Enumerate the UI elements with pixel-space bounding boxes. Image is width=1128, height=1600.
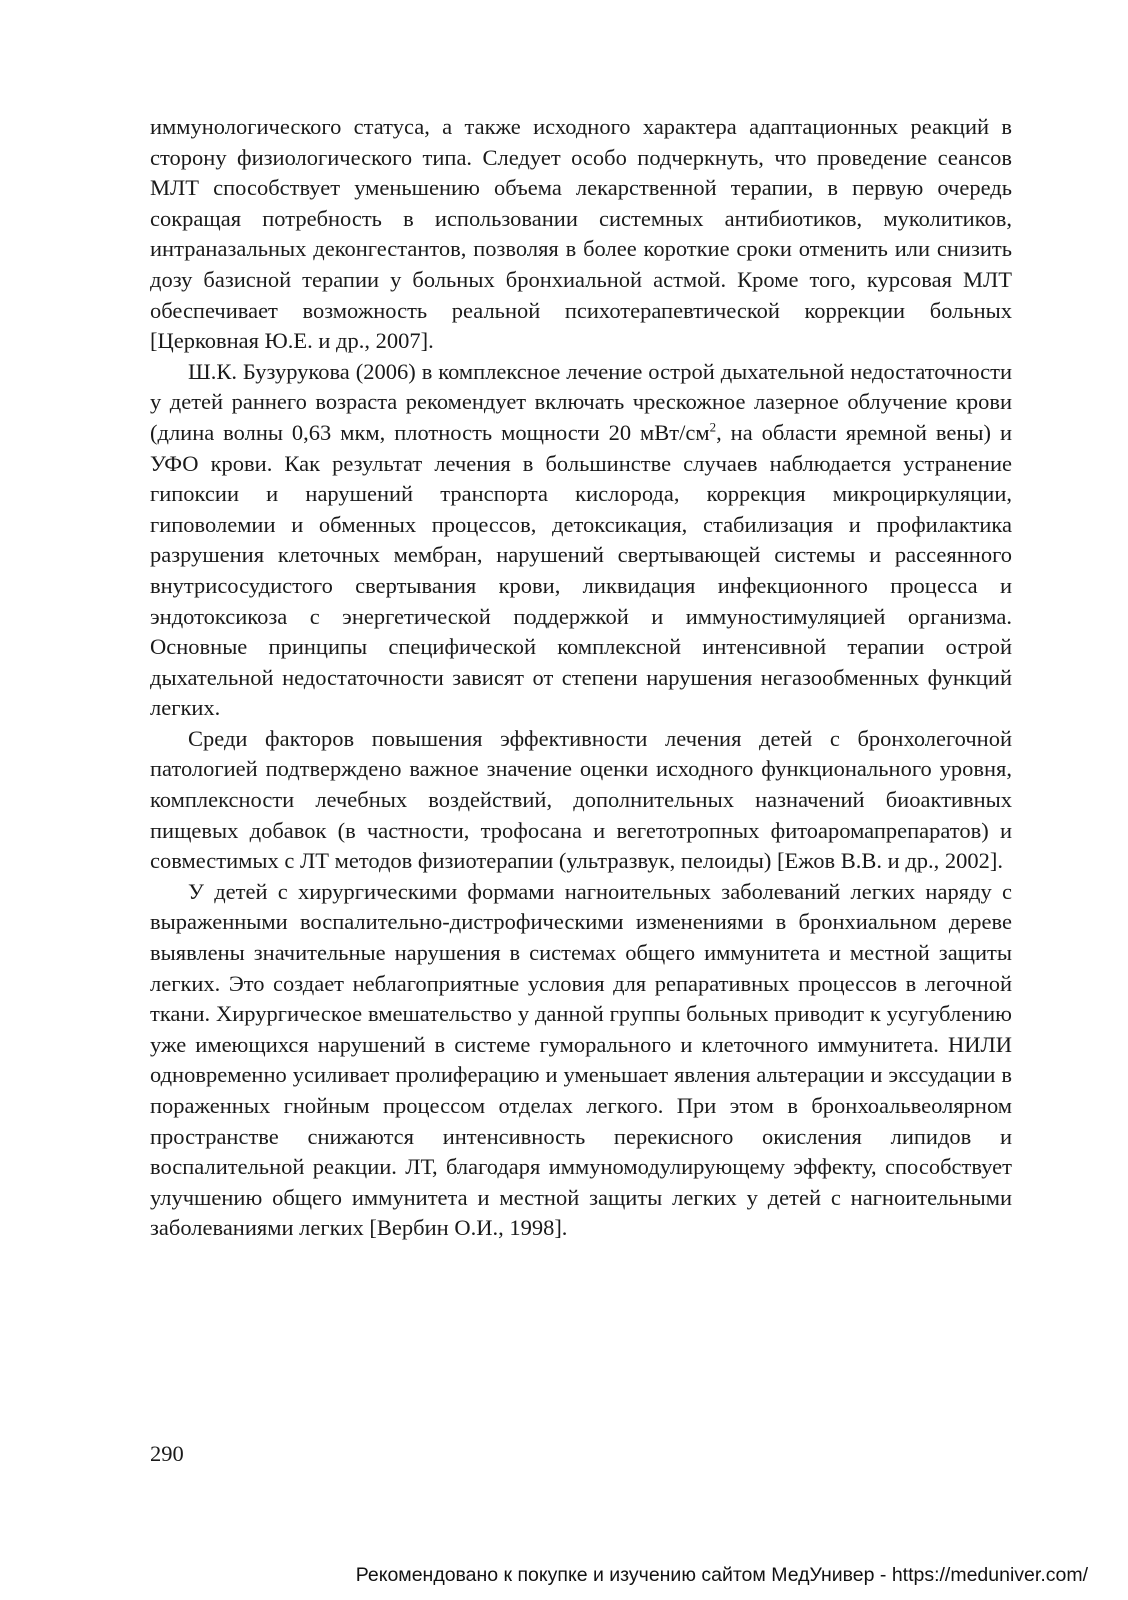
superscript-2: 2 [709, 419, 717, 435]
footer-note: Рекомендовано к покупке и изучению сайтом МедУнивер - https://meduniver.com/ [355, 1564, 1088, 1586]
paragraph-1: иммунологического статуса, а также исходного характера адаптационных реакций в сторону физиологического типа. Следует особо подчеркнуть, что проведение сеансов МЛТ способствует уменьшению объема лекарственной терапии, в первую очередь сокращая потребность в использовании системных антибиотиков, муколитиков, интраназальных деконгестантов, позволяя в более короткие сроки отменить или снизить дозу базисной терапии у больных бронхиальной астмой. Кроме того, курсовая МЛТ обеспечивает возможность реальной психотерапевтической коррекции больных [Церковная Ю.Е. и др., 2007]. [150, 114, 1012, 354]
page-body [150, 112, 1012, 1244]
paragraph-2-text-start: Ш.К. Бузурукова (2006) в комплексное лечение острой дыхательной недостаточности у детей раннего возраста рекомендует включать чрескожное лазерное облучение крови (длина волны 0,63 мкм, плотность мощности 20 мВт/см [150, 358, 1012, 445]
paragraph-2-text-end: , на области яремной вены) и УФО крови. Как результат лечения в большинстве случаев наблюдается устранение гипоксии и нарушений транспорта кислорода, коррекция микроциркуляции, гиповолемии и обменных процессов, детоксикация, стабилизация и профилактика разрушения клеточных мембран, нарушений свертывающей системы и рассеянного внутрисосудистого свертывания крови, ликвидация инфекционного процесса и эндотоксикоза с энергетической поддержкой и иммуностимуляцией организма. Основные принципы специфической комплексной интенсивной терапии острой дыхательной недостаточности зависят от степени нарушения негазообменных функций легких. [150, 419, 1012, 721]
paragraph-2 [150, 357, 1012, 724]
paragraph-4: У детей с хирургическими формами нагноительных заболеваний легких наряду с выраженными воспалительно-дистрофическими изменениями в бронхиальном дереве выявлены значительные нарушения в системах общего иммунитета и местной защиты легких. Это создает неблагоприятные условия для репаративных процессов в легочной ткани. Хирургическое вмешательство у данной группы больных приводит к усугублению уже имеющихся нарушений в системе гуморального и клеточного иммунитета. НИЛИ одновременно усиливает пролиферацию и уменьшает явления альтерации и экссудации в пораженных гнойным процессом отделах легкого. При этом в бронхоальвеолярном пространстве снижаются интенсивность перекисного окисления липидов и воспалительной реакции. ЛТ, благодаря иммуномодулирующему эффекту, способствует улучшению общего иммунитета и местной защиты легких у детей с нагноительными заболеваниями легких [Вербин О.И., 1998]. [150, 878, 1012, 1241]
paragraph-3: Среди факторов повышения эффективности лечения детей с бронхолегочной патологией подтверждено важное значение оценки исходного функционального уровня, комплексности лечебных воздействий, дополнительных назначений биоактивных пищевых добавок (в частности, трофосана и вегетотропных фитоаромапрепаратов) и совместимых с ЛТ методов физиотерапии (ультразвук, пелоиды) [Ежов В.В. и др., 2002]. [150, 725, 1012, 874]
page-number: 290 [150, 1441, 184, 1466]
